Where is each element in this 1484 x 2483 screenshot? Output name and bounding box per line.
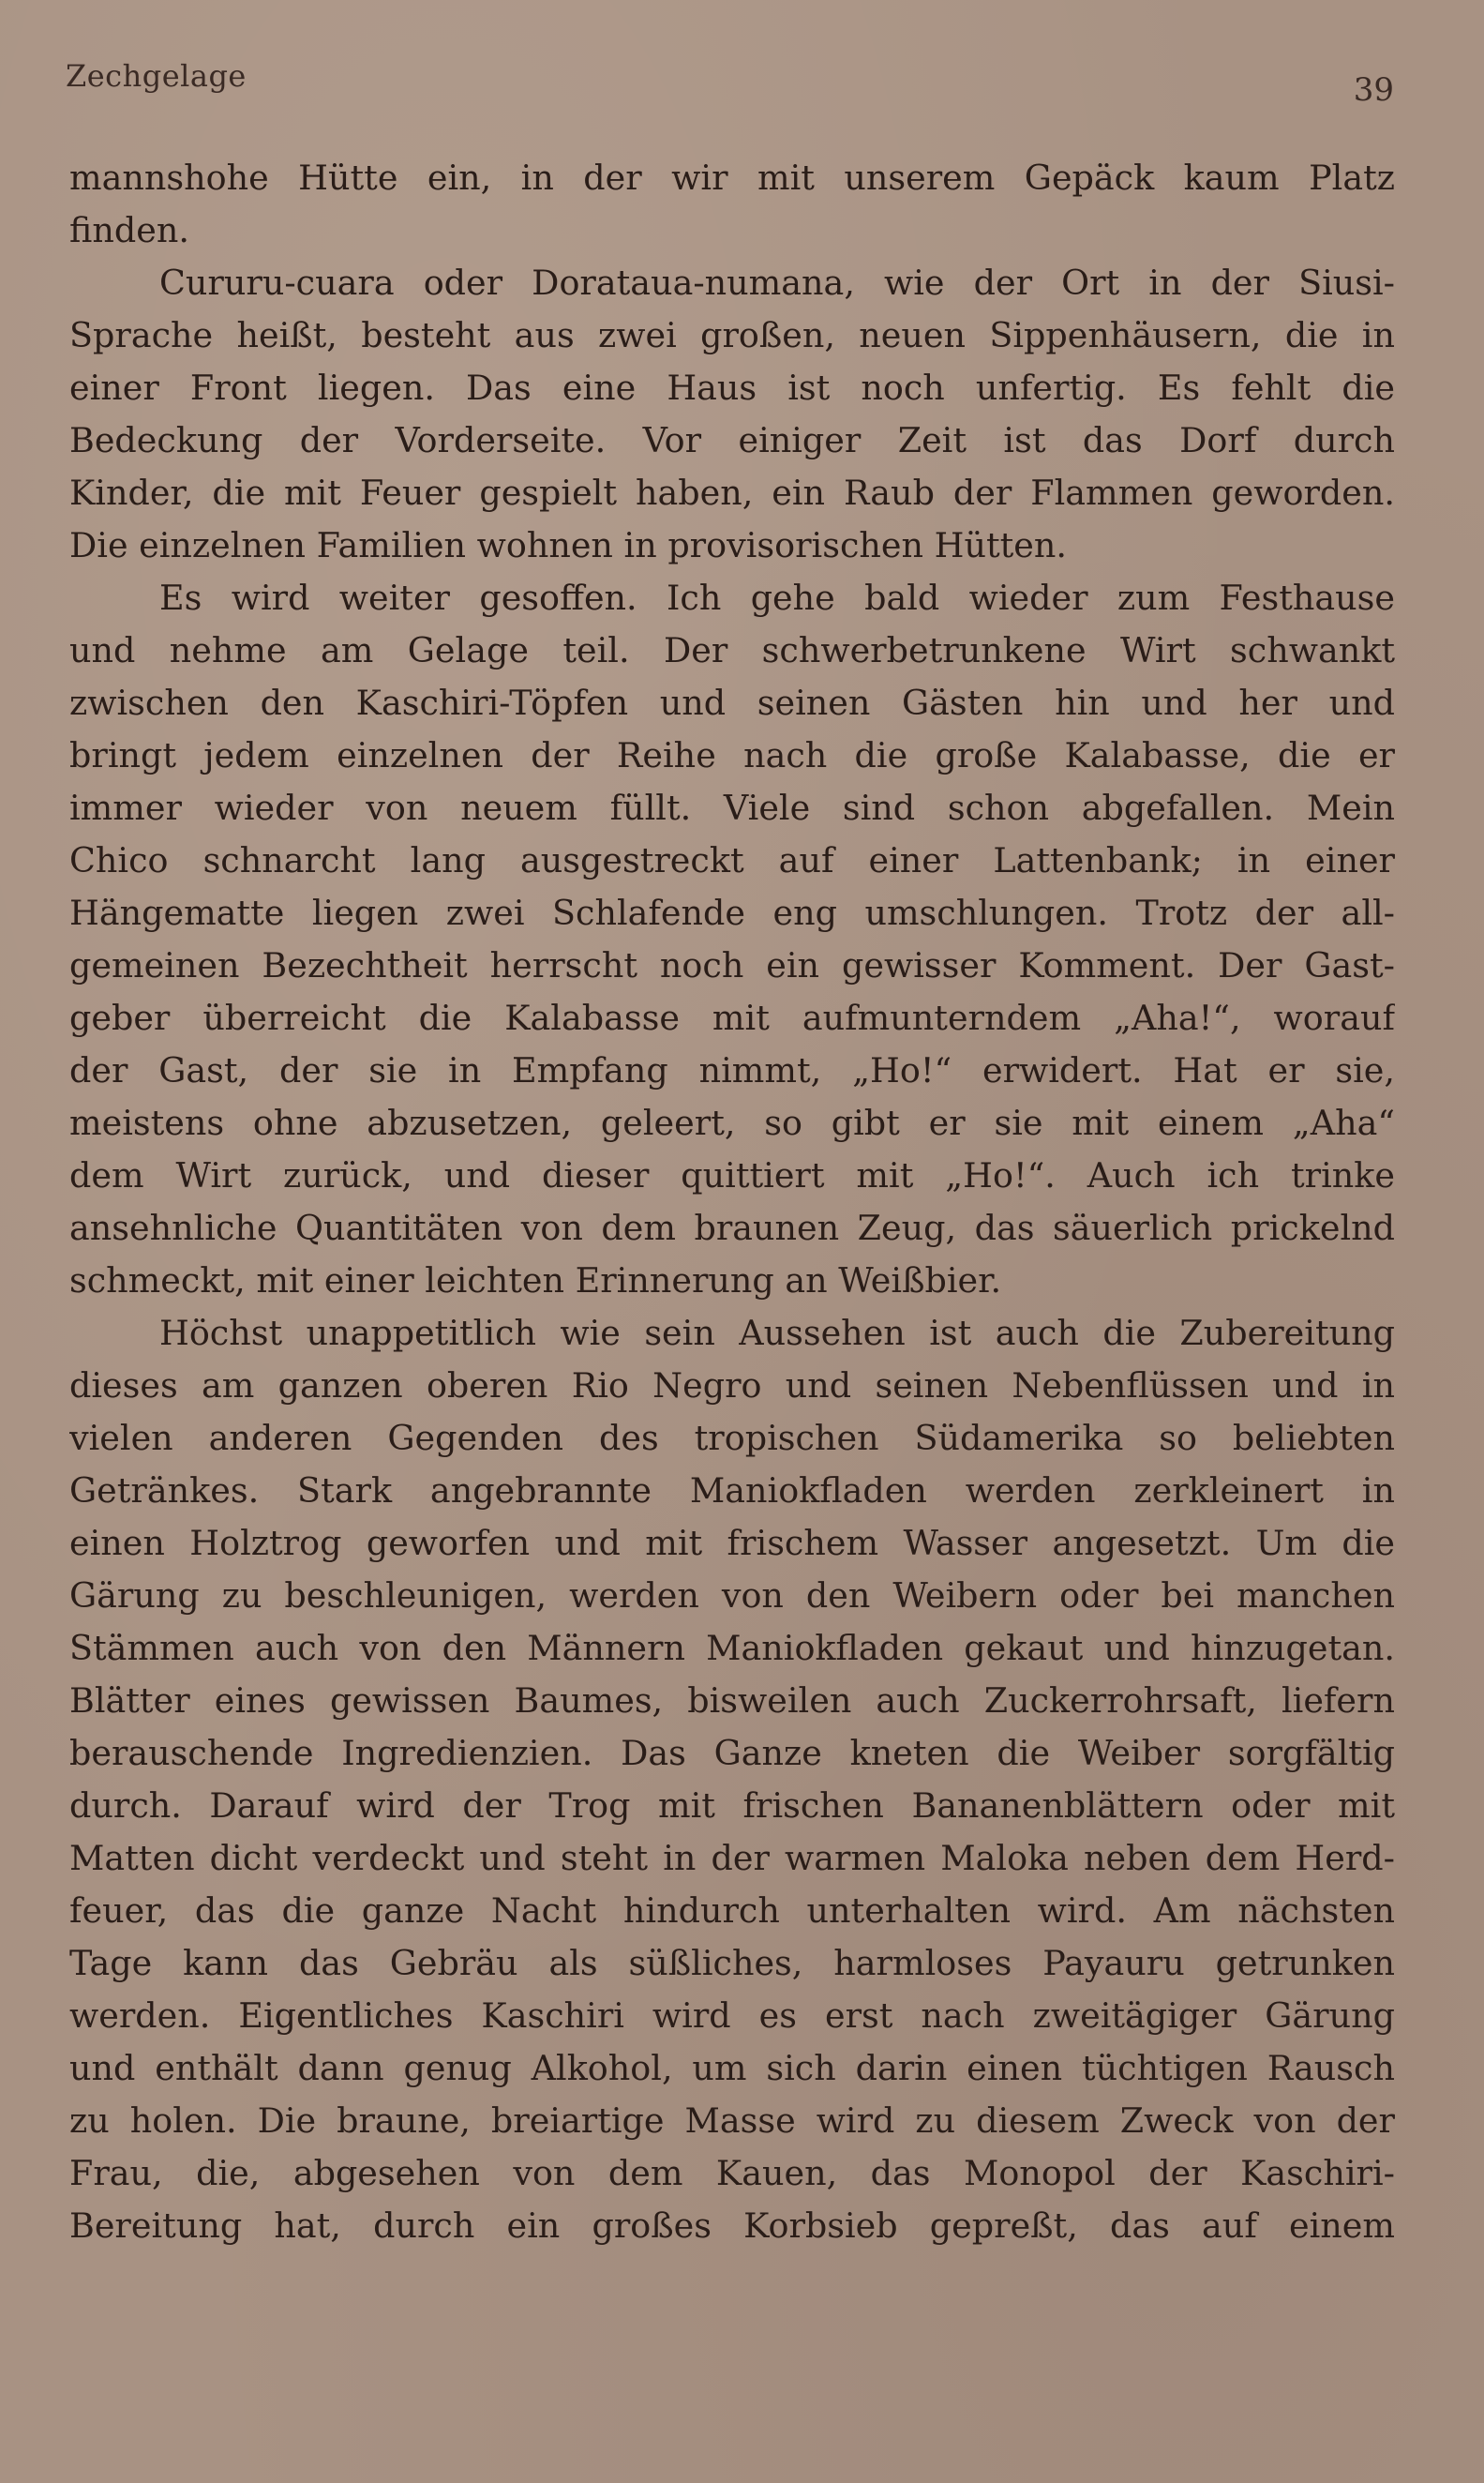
text-line: Sprache heißt, besteht aus zwei großen, neuen Sippenhäusern, die in (69, 315, 1395, 355)
text-line: Die einzelnen Familien wohnen in provisorischen Hütten. (69, 525, 1068, 565)
text-line: geber überreicht die Kalabasse mit aufmunterndem „Aha!“, worauf (69, 998, 1395, 1038)
text-line: einer Front liegen. Das eine Haus ist noch unfertig. Es fehlt die (69, 368, 1395, 408)
text-line: zu holen. Die braune, breiartige Masse wird zu diesem Zweck von der (69, 2100, 1395, 2141)
text-line: gemeinen Bezechtheit herrscht noch ein gewisser Komment. Der Gast- (69, 945, 1395, 986)
text-line: dem Wirt zurück, und dieser quittiert mit „Ho!“. Auch ich trinke (69, 1155, 1395, 1196)
text-line: der Gast, der sie in Empfang nimmt, „Ho!“ erwidert. Hat er sie, (69, 1050, 1395, 1091)
text-line: schmeckt, mit einer leichten Erinnerung an Weißbier. (69, 1260, 1002, 1301)
text-line: mannshohe Hütte ein, in der wir mit unserem Gepäck kaum Platz (69, 158, 1395, 198)
text-line: und enthält dann genug Alkohol, um sich darin einen tüchtigen Rausch (69, 2048, 1395, 2088)
text-line: dieses am ganzen oberen Rio Negro und seinen Nebenflüssen und in (69, 1365, 1395, 1406)
text-line: Tage kann das Gebräu als süßliches, harmloses Payauru getrunken (69, 1943, 1395, 1983)
text-line: Stämmen auch von den Männern Maniokfladen gekaut und hinzugetan. (69, 1628, 1395, 1668)
text-line: Frau, die, abgesehen von dem Kauen, das Monopol der Kaschiri- (69, 2153, 1395, 2193)
paragraph-first-line: Es wird weiter gesoffen. Ich gehe bald wieder zum Festhause (159, 578, 1395, 618)
text-line: berauschende Ingredienzien. Das Ganze kneten die Weiber sorgfältig (69, 1733, 1395, 1773)
text-line: vielen anderen Gegenden des tropischen Südamerika so beliebten (69, 1418, 1395, 1458)
text-line: finden. (69, 210, 189, 250)
text-line: Bedeckung der Vorderseite. Vor einiger Zeit ist das Dorf durch (69, 420, 1395, 460)
text-line: zwischen den Kaschiri-Töpfen und seinen Gästen hin und her und (69, 683, 1395, 723)
text-line: Hängematte liegen zwei Schlafende eng umschlungen. Trotz der all- (69, 893, 1395, 933)
text-line: immer wieder von neuem füllt. Viele sind schon abgefallen. Mein (69, 788, 1395, 828)
text-line: Bereitung hat, durch ein großes Korbsieb gepreßt, das auf einem (69, 2205, 1395, 2246)
text-line: bringt jedem einzelnen der Reihe nach die große Kalabasse, die er (69, 735, 1395, 775)
text-line: Getränkes. Stark angebrannte Maniokfladen werden zerkleinert in (69, 1470, 1395, 1511)
text-line: Matten dicht verdeckt und steht in der warmen Maloka neben dem Herd- (69, 1838, 1395, 1878)
text-line: einen Holztrog geworfen und mit frischem Wasser angesetzt. Um die (69, 1523, 1395, 1563)
text-line: feuer, das die ganze Nacht hindurch unterhalten wird. Am nächsten (69, 1890, 1395, 1931)
text-line: durch. Darauf wird der Trog mit frischen Bananenblättern oder mit (69, 1785, 1395, 1826)
body-text (69, 152, 1395, 2252)
paragraph-first-line: Cururu-cuara oder Dorataua-numana, wie der Ort in der Siusi- (159, 263, 1395, 303)
text-line: Blätter eines gewissen Baumes, bisweilen auch Zuckerrohrsaft, liefern (69, 1680, 1395, 1721)
text-line: Gärung zu beschleunigen, werden von den Weibern oder bei manchen (69, 1575, 1395, 1616)
page-number: 39 (1353, 71, 1394, 109)
text-line: werden. Eigentliches Kaschiri wird es erst nach zweitägiger Gärung (69, 1995, 1395, 2036)
text-line: meistens ohne abzusetzen, geleert, so gibt er sie mit einem „Aha“ (69, 1103, 1395, 1143)
text-line: Chico schnarcht lang ausgestreckt auf einer Lattenbank; in einer (69, 840, 1395, 880)
text-line: Kinder, die mit Feuer gespielt haben, ein Raub der Flammen geworden. (69, 473, 1395, 513)
text-line: und nehme am Gelage teil. Der schwerbetrunkene Wirt schwankt (69, 630, 1395, 670)
paragraph-first-line: Höchst unappetitlich wie sein Aussehen ist auch die Zubereitung (159, 1313, 1395, 1353)
running-title: Zechgelage (66, 58, 247, 94)
text-line: ansehnliche Quantitäten von dem braunen Zeug, das säuerlich prickelnd (69, 1208, 1395, 1248)
